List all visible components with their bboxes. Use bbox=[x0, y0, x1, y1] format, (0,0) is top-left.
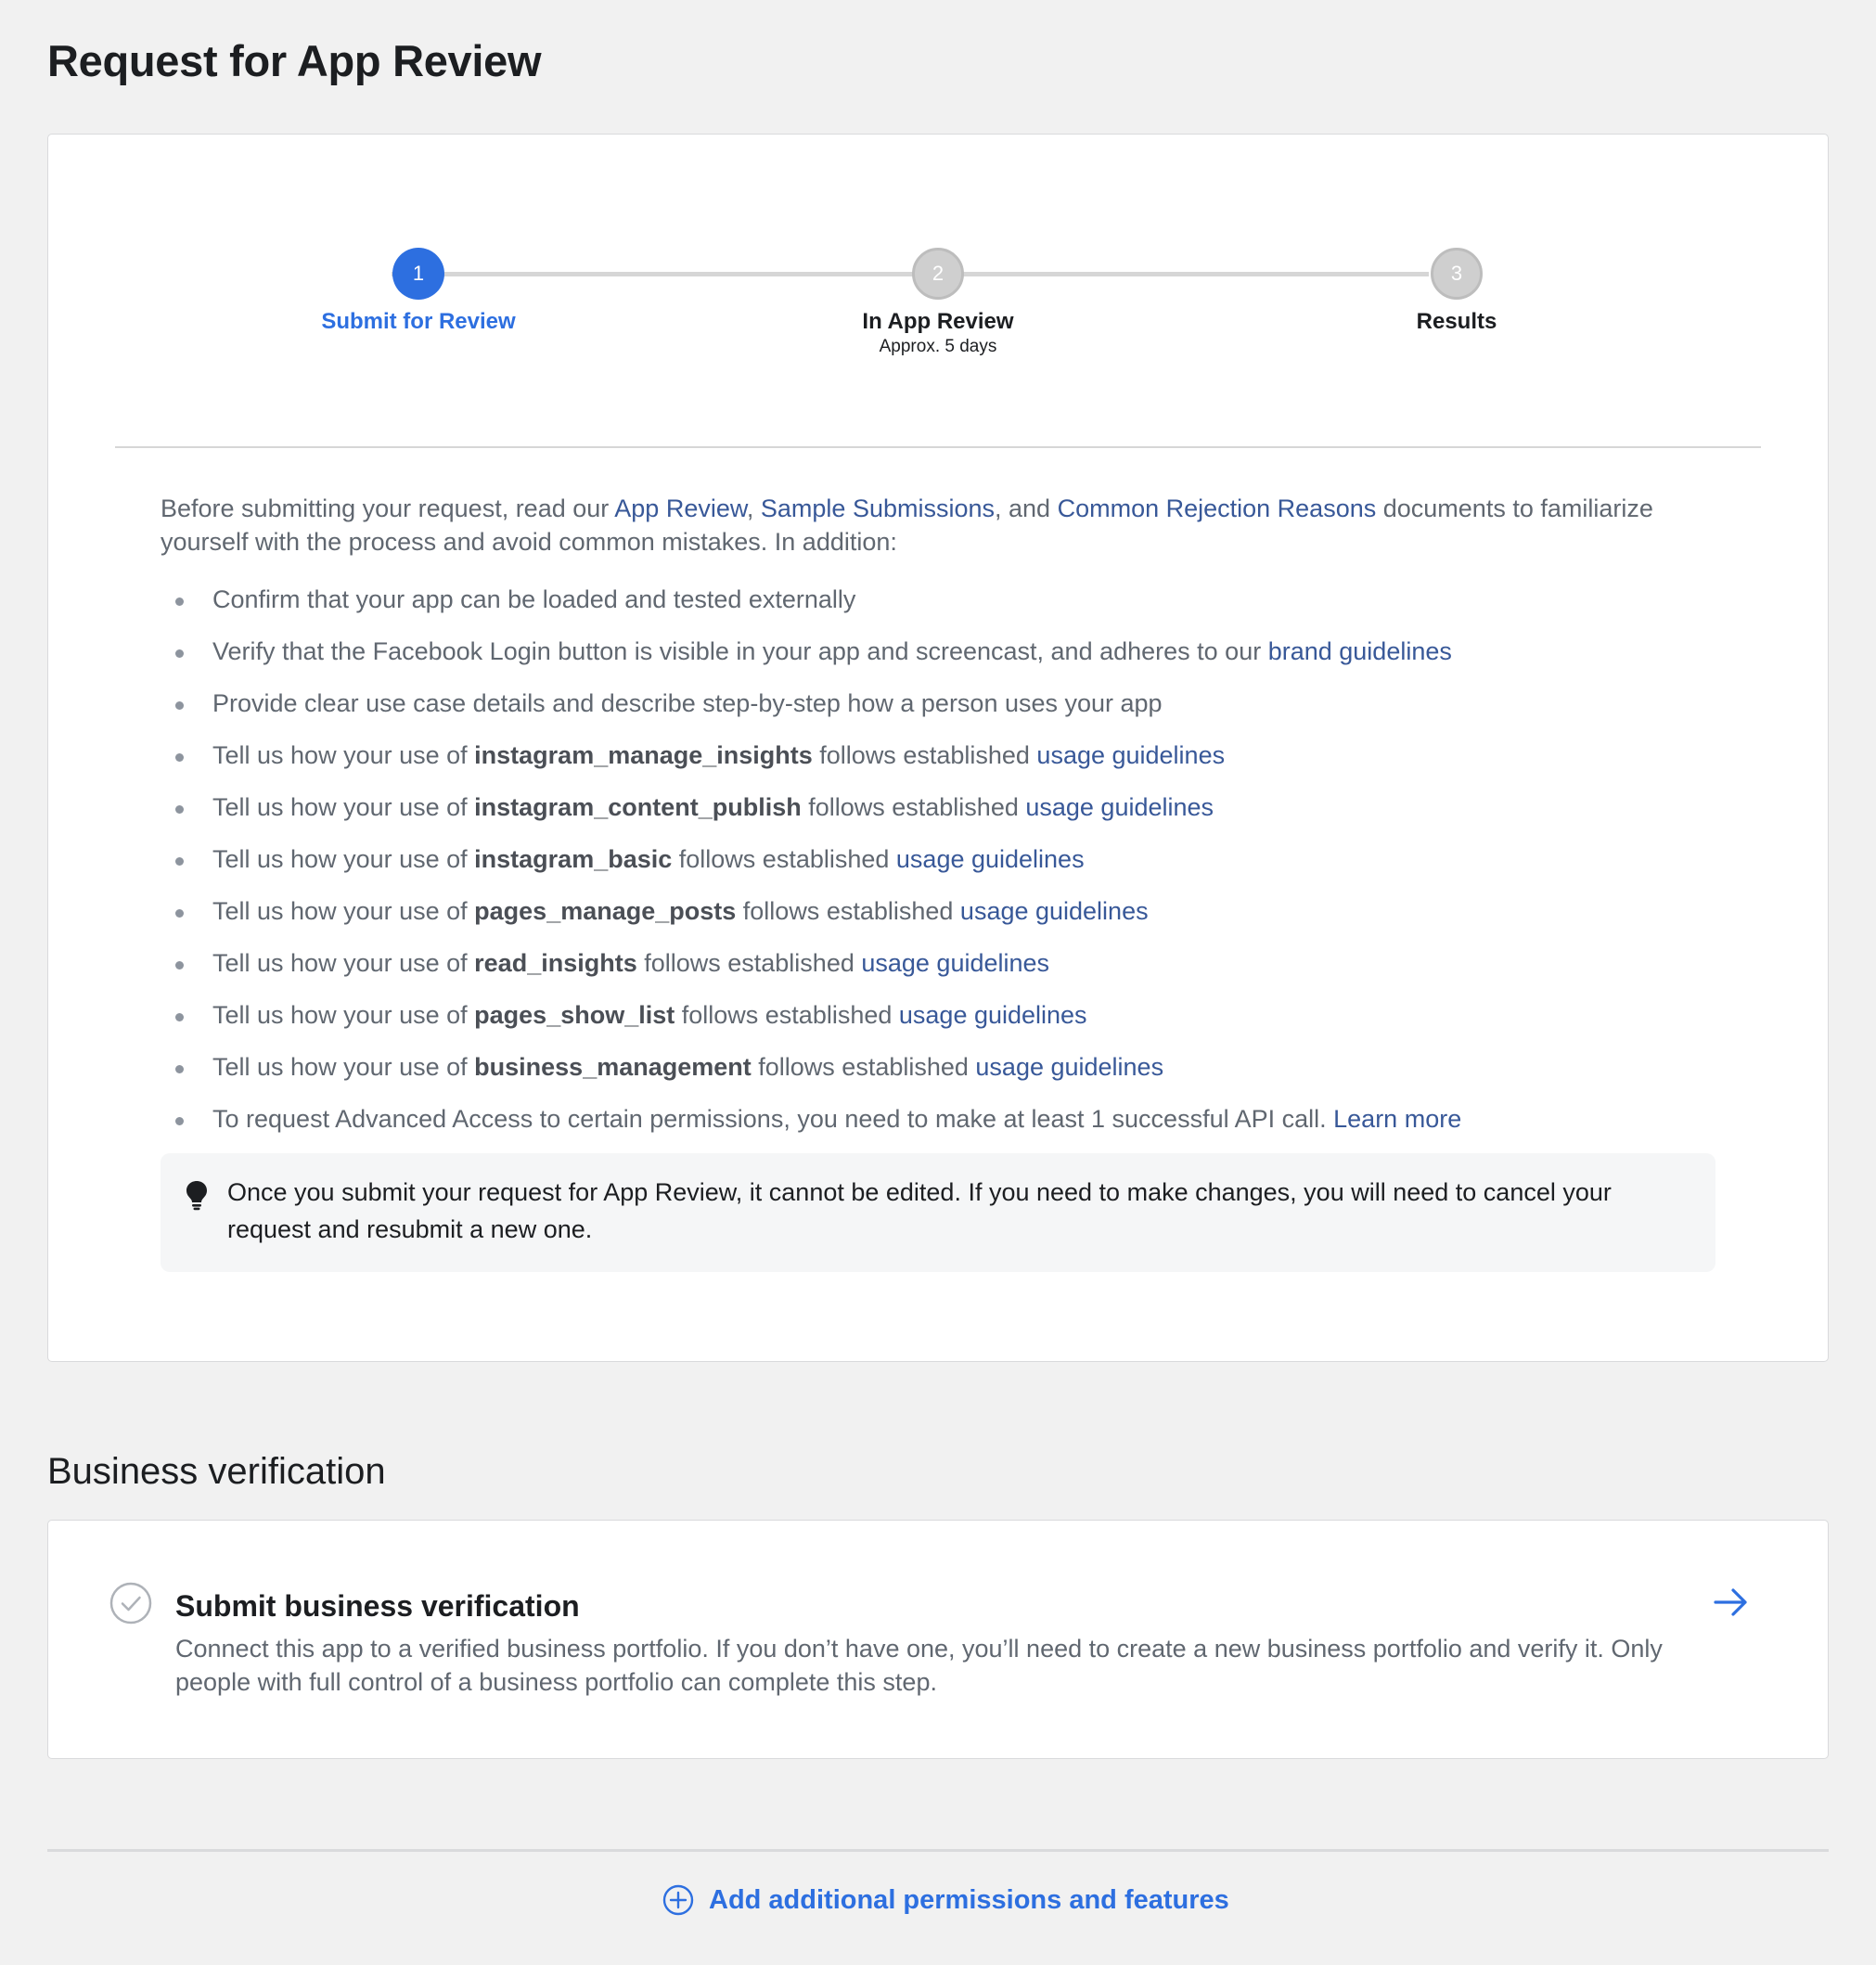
item-text: follows established bbox=[636, 949, 862, 977]
item-text: follows established bbox=[736, 897, 960, 925]
item-text: Tell us how your use of bbox=[212, 741, 475, 769]
item-text: Tell us how your use of bbox=[212, 793, 475, 821]
permission-name: read_insights bbox=[474, 949, 637, 977]
brand-guidelines-link[interactable]: brand guidelines bbox=[1267, 637, 1452, 665]
item-text: Tell us how your use of bbox=[212, 845, 475, 873]
footer-divider bbox=[47, 1849, 1829, 1852]
item-text: follows established bbox=[672, 845, 896, 873]
review-card bbox=[47, 134, 1829, 1362]
step-3-number: 3 bbox=[1450, 262, 1463, 285]
add-permissions-button[interactable] bbox=[662, 1882, 1229, 1919]
usage-guidelines-link[interactable]: usage guidelines bbox=[959, 897, 1149, 925]
item-text: Tell us how your use of bbox=[212, 949, 475, 977]
common-rejection-reasons-link[interactable]: Common Rejection Reasons bbox=[1057, 494, 1377, 522]
business-verification-card[interactable] bbox=[47, 1520, 1829, 1759]
usage-guidelines-link[interactable]: usage guidelines bbox=[975, 1053, 1164, 1081]
usage-guidelines-link[interactable]: usage guidelines bbox=[861, 949, 1050, 977]
item-text: Tell us how your use of bbox=[212, 1001, 475, 1029]
list-item-verify bbox=[161, 625, 1701, 677]
step-2-circle bbox=[912, 248, 964, 300]
edit-warning-notice bbox=[161, 1153, 1715, 1272]
item-text: Provide clear use case details and describe step-by-step how a person uses your app bbox=[212, 689, 1163, 717]
step-2-sublabel: Approx. 5 days bbox=[879, 337, 997, 356]
item-text: follows established bbox=[675, 1001, 899, 1029]
step-3-circle bbox=[1431, 248, 1483, 300]
step-1-label: Submit for Review bbox=[321, 309, 516, 334]
usage-guidelines-link[interactable]: usage guidelines bbox=[895, 845, 1085, 873]
sample-submissions-link[interactable]: Sample Submissions bbox=[760, 494, 996, 522]
item-text: follows established bbox=[812, 741, 1037, 769]
intro-separator: , and bbox=[995, 494, 1058, 522]
list-item-permission bbox=[161, 1041, 1701, 1093]
item-text: Confirm that your app can be loaded and tested externally bbox=[212, 585, 856, 613]
list-item-permission bbox=[161, 885, 1701, 937]
notice-text: Once you submit your request for App Review, it cannot be edited. If you need to make changes, you will need to cancel your request and resubmit a new one. bbox=[227, 1178, 1612, 1243]
usage-guidelines-link[interactable]: usage guidelines bbox=[1025, 793, 1214, 821]
item-text: Verify that the Facebook Login button is visible in your app and screencast, and adheres to our bbox=[212, 637, 1268, 665]
usage-guidelines-link[interactable]: usage guidelines bbox=[898, 1001, 1087, 1029]
list-item-permission bbox=[161, 729, 1701, 781]
step-1-number: 1 bbox=[412, 262, 425, 285]
step-2-label: In App Review bbox=[862, 309, 1014, 334]
permission-name: pages_show_list bbox=[474, 1001, 675, 1029]
plus-circle-icon bbox=[662, 1884, 694, 1916]
list-item-permission bbox=[161, 989, 1701, 1041]
step-1-circle bbox=[392, 248, 444, 300]
item-text: follows established bbox=[751, 1053, 976, 1081]
review-instructions bbox=[161, 492, 1701, 1145]
stepper-connector bbox=[392, 272, 1429, 276]
list-item-permission bbox=[161, 781, 1701, 833]
intro-text: documents to familiarize yourself with the process and avoid common mistakes. In addition: bbox=[161, 494, 1653, 556]
usage-guidelines-link[interactable]: usage guidelines bbox=[1036, 741, 1226, 769]
app-review-link[interactable]: App Review bbox=[614, 494, 747, 522]
list-item-confirm bbox=[161, 573, 1701, 625]
permission-name: instagram_manage_insights bbox=[474, 741, 813, 769]
intro-paragraph bbox=[161, 492, 1701, 559]
check-circle-icon bbox=[109, 1582, 152, 1625]
lightbulb-icon bbox=[185, 1179, 209, 1211]
business-verification-description: Connect this app to a verified business portfolio. If you don’t have one, you’ll need to create a new business portfolio and verify it. Only people with full control of a business portfolio can complete this step. bbox=[175, 1635, 1663, 1696]
item-text: follows established bbox=[801, 793, 1026, 821]
step-3-label: Results bbox=[1416, 309, 1497, 334]
list-item-advanced-access bbox=[161, 1093, 1701, 1145]
permission-name: business_management bbox=[474, 1053, 752, 1081]
permission-name: pages_manage_posts bbox=[474, 897, 737, 925]
intro-separator: , bbox=[746, 494, 761, 522]
arrow-right-icon[interactable] bbox=[1713, 1586, 1750, 1619]
permission-name: instagram_content_publish bbox=[474, 793, 802, 821]
business-verification-title: Submit business verification bbox=[175, 1589, 580, 1623]
step-2-number: 2 bbox=[932, 262, 944, 285]
stepper-divider bbox=[115, 446, 1761, 448]
item-text: Tell us how your use of bbox=[212, 897, 475, 925]
list-item-permission bbox=[161, 833, 1701, 885]
checklist bbox=[161, 573, 1701, 1145]
item-text: To request Advanced Access to certain permissions, you need to make at least 1 successful API call. bbox=[212, 1105, 1334, 1133]
business-verification-heading: Business verification bbox=[47, 1451, 386, 1492]
intro-text: Before submitting your request, read our bbox=[161, 494, 615, 522]
list-item-provide bbox=[161, 677, 1701, 729]
list-item-permission bbox=[161, 937, 1701, 989]
add-permissions-label: Add additional permissions and features bbox=[709, 1884, 1229, 1915]
page-title: Request for App Review bbox=[47, 36, 542, 85]
permission-name: instagram_basic bbox=[474, 845, 673, 873]
learn-more-link[interactable]: Learn more bbox=[1333, 1105, 1462, 1133]
item-text: Tell us how your use of bbox=[212, 1053, 475, 1081]
